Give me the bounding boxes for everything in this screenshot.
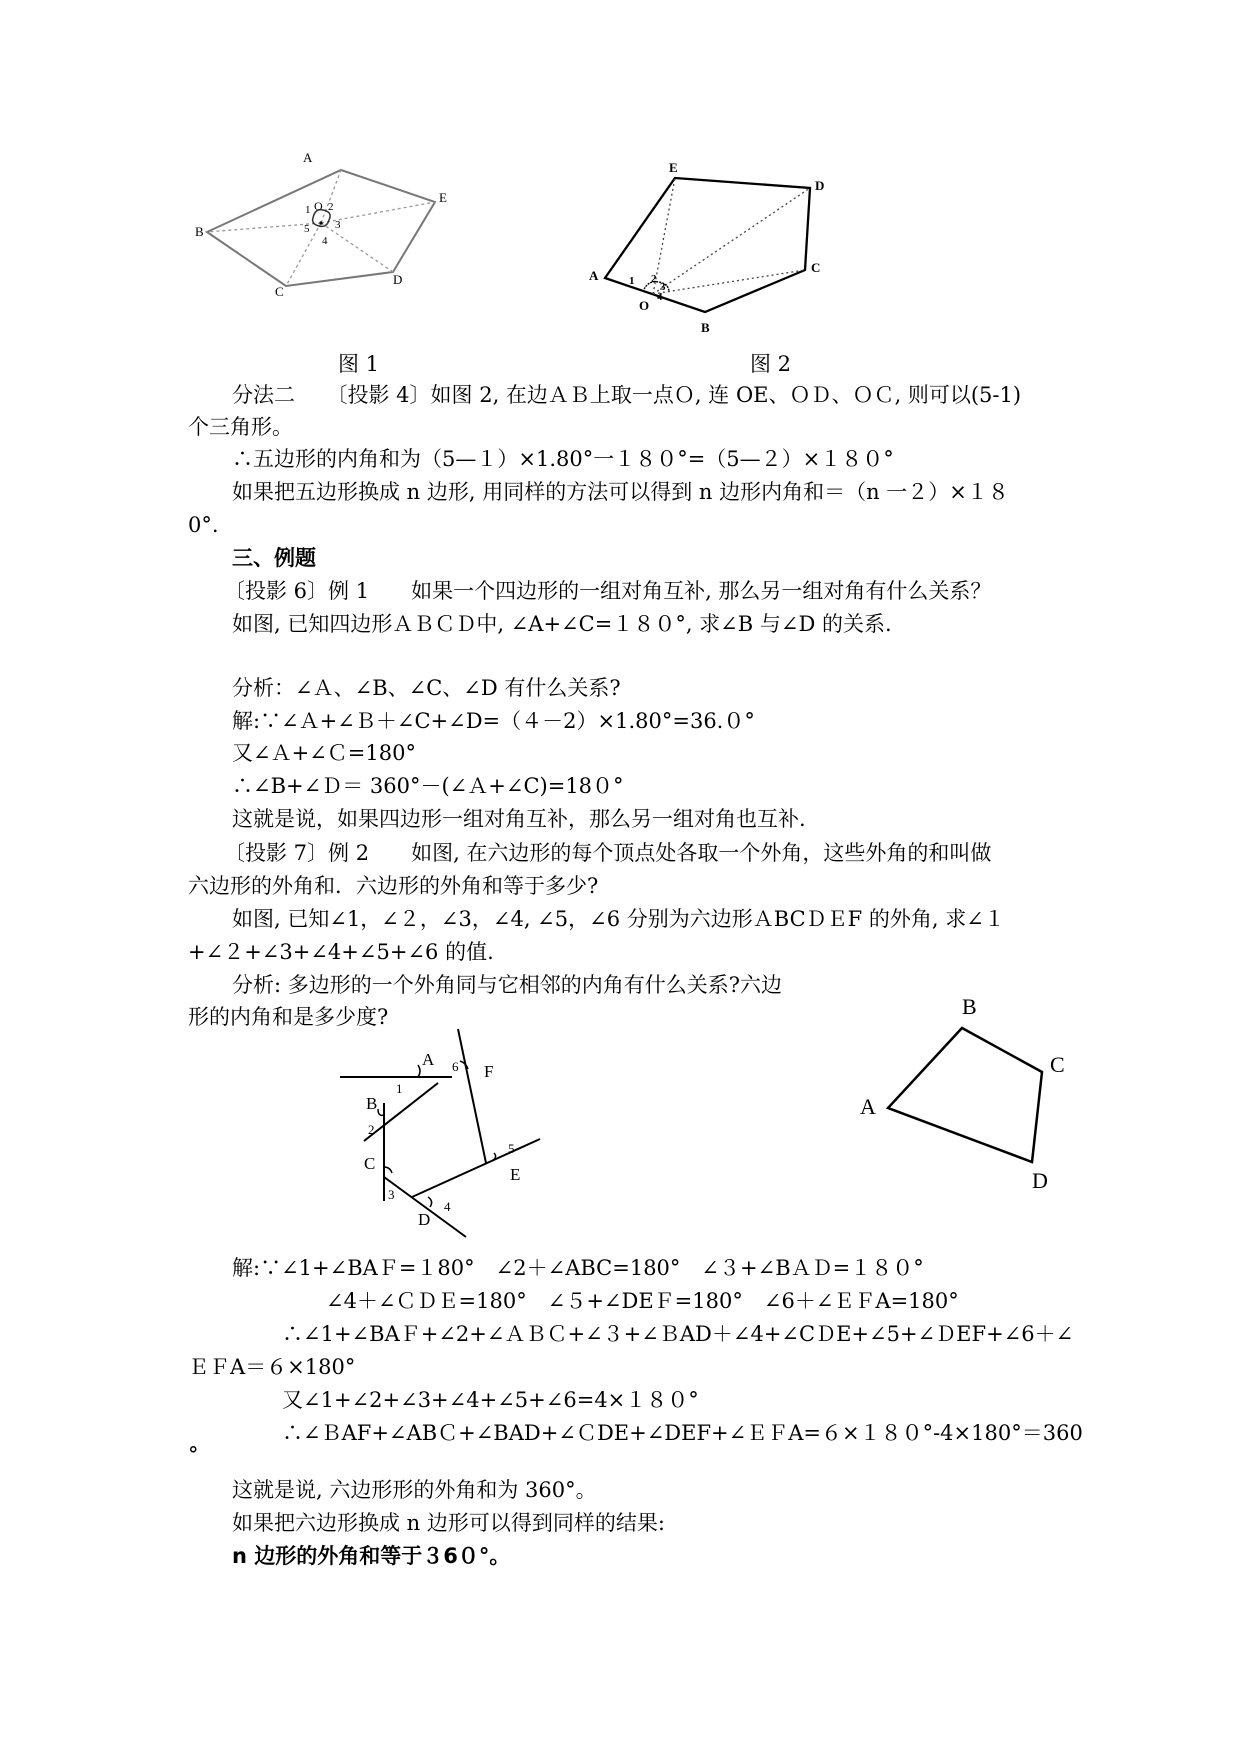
label-C: C bbox=[364, 1154, 376, 1173]
figure-3-hexagon-exterior-angles bbox=[340, 1025, 550, 1245]
text-line: ＥＦA＝６×180° bbox=[188, 1355, 356, 1379]
text-line: 〔投影 6〕例 1 如果一个四边形的一组对角互补, 那么另一组对角有什么关系？ bbox=[224, 579, 992, 603]
label-B: B bbox=[701, 320, 710, 335]
label-5: 5 bbox=[508, 1141, 515, 1156]
text-line: ∴∠ＢAF+∠ABＣ+∠BAD+∠ＣDE+∠DEF+∠ＥＦA=６×１８０°-4×180°＝360 bbox=[282, 1421, 1083, 1445]
label-F: F bbox=[484, 1062, 494, 1081]
text-line: 分析: 多边形的一个外角同与它相邻的内角有什么关系?六边 bbox=[232, 973, 783, 997]
text-line: 如图, 已知∠1，∠２，∠3，∠4, ∠5，∠6 分别为六边形ＡBCＤＥF 的外角, 求∠１ bbox=[232, 907, 1005, 931]
figure-4-quadrilateral bbox=[850, 990, 1090, 1200]
text-line: 个三角形。 bbox=[188, 415, 293, 439]
figure-1-pentagon bbox=[195, 150, 515, 310]
text-line: 0°. bbox=[188, 513, 219, 537]
text-line: 如果把五边形换成 n 边形, 用同样的方法可以得到 n 边形内角和＝（n 一２）×１８ bbox=[232, 480, 1009, 504]
text-line: 分析：∠Ａ、∠B、∠C、∠D 有什么关系? bbox=[232, 676, 621, 700]
text-line: 六边形的外角和．六边形的外角和等于多少? bbox=[188, 874, 599, 898]
text-line: 又∠Ａ+∠Ｃ=180° bbox=[232, 741, 416, 765]
label-A: A bbox=[303, 150, 313, 165]
label-O: O bbox=[639, 298, 650, 313]
text-line: 分法二 〔投影 4〕如图 2, 在边ＡＢ上取一点Ｏ, 连 OE、ＯＤ、ＯＣ, 则可以(5-1) bbox=[232, 383, 1022, 407]
label-E: E bbox=[439, 190, 447, 205]
label-2: 2 bbox=[328, 201, 334, 213]
figure-1-caption: 图 1 bbox=[338, 352, 380, 376]
pentagon-outline bbox=[207, 170, 435, 286]
text-line: ∴五边形的内角和为（5—１）×1.80°一１８０°=（5—２）×１８０° bbox=[232, 447, 894, 471]
text-line: 如果把六边形换成 n 边形可以得到同样的结果: bbox=[232, 1511, 665, 1535]
label-3: 3 bbox=[660, 281, 666, 293]
label-1: 1 bbox=[305, 204, 311, 216]
label-A: A bbox=[422, 1050, 435, 1069]
text-line: 形的内角和是多少度? bbox=[188, 1005, 389, 1029]
label-D: D bbox=[1032, 1168, 1048, 1193]
text-line: 解:∵∠1+∠BAＦ=１80° ∠2＋∠ABC=180° ∠３+∠BＡＤ=１８０° bbox=[232, 1256, 924, 1280]
text-line: 这就是说, 六边形形的外角和为 360°。 bbox=[232, 1478, 597, 1502]
label-B: B bbox=[195, 224, 204, 239]
text-line: ∴∠B+∠Ｄ＝ 360°－(∠Ａ+∠C)=18０° bbox=[232, 774, 624, 798]
label-C: C bbox=[811, 260, 821, 275]
label-3: 3 bbox=[388, 1187, 395, 1202]
label-6: 6 bbox=[452, 1059, 459, 1074]
label-D: D bbox=[393, 272, 403, 287]
text-line: 这就是说，如果四边形一组对角互补，那么另一组对角也互补. bbox=[232, 807, 806, 831]
label-1: 1 bbox=[396, 1081, 403, 1096]
label-A: A bbox=[860, 1094, 876, 1119]
figure-2-caption: 图 2 bbox=[750, 352, 792, 376]
label-D: D bbox=[815, 178, 825, 193]
conclusion-text: n 边形的外角和等于３6０°。 bbox=[232, 1544, 511, 1568]
label-5: 5 bbox=[304, 223, 310, 235]
section-heading: 三、例题 bbox=[232, 546, 316, 570]
text-line: 又∠1+∠2+∠3+∠4+∠5+∠6=4×１８０° bbox=[282, 1388, 699, 1412]
text-line: 〔投影 7〕例 2 如图, 在六边形的每个顶点处各取一个外角，这些外角的和叫做 bbox=[224, 841, 992, 865]
label-4: 4 bbox=[444, 1199, 451, 1214]
label-3: 3 bbox=[335, 219, 341, 231]
label-C: C bbox=[1050, 1052, 1065, 1077]
text-line: ∴∠1+∠BAＦ+∠2+∠ＡＢＣ+∠３+∠ＢAD＋∠4+∠CＤE+∠5+∠ＤEF+∠6＋∠ bbox=[282, 1322, 1074, 1346]
label-4: 4 bbox=[657, 291, 663, 303]
label-D: D bbox=[418, 1210, 431, 1229]
label-E: E bbox=[510, 1165, 521, 1184]
label-4: 4 bbox=[322, 235, 328, 247]
label-2: 2 bbox=[651, 273, 657, 285]
text-line: 如图, 已知四边形ＡＢＣＤ中, ∠A+∠C=１８０°, 求∠B 与∠D 的关系. bbox=[232, 612, 892, 636]
quadrilateral-outline bbox=[888, 1028, 1042, 1162]
text-line: ° bbox=[188, 1443, 199, 1467]
text-line: 解:∵∠Ａ+∠Ｂ＋∠C+∠D=（４－2）×1.80°=36.０° bbox=[232, 709, 755, 733]
label-C: C bbox=[275, 284, 284, 299]
label-2: 2 bbox=[368, 1122, 375, 1137]
label-A: A bbox=[589, 268, 599, 283]
label-B: B bbox=[366, 1094, 378, 1113]
label-B: B bbox=[962, 994, 977, 1019]
text-line: ∠4＋∠ＣＤＥ=180° ∠５+∠DEＦ=180° ∠6＋∠ＥＦA=180° bbox=[326, 1289, 959, 1313]
label-O: O bbox=[314, 199, 323, 213]
pentagon-outline bbox=[605, 178, 810, 312]
text-line: +∠２+∠3+∠4+∠5+∠6 的值. bbox=[188, 940, 494, 964]
figure-2-pentagon bbox=[585, 160, 835, 340]
label-1: 1 bbox=[629, 275, 635, 287]
label-E: E bbox=[669, 160, 678, 175]
